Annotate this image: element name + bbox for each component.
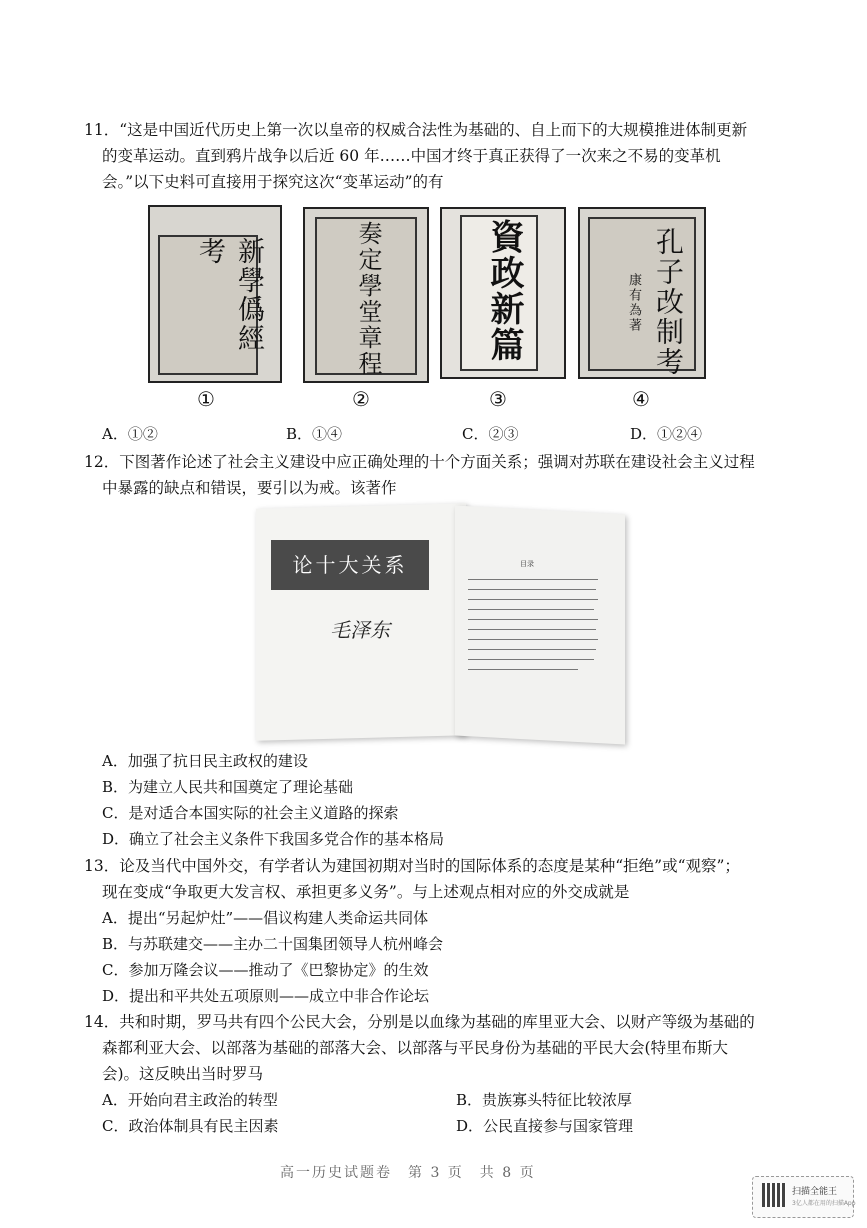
contents-line — [468, 619, 598, 620]
q12-option-b: B．为建立人民共和国奠定了理论基础 — [102, 778, 354, 796]
book-cover-2-title: 奏定學堂章程 — [354, 221, 382, 377]
q11-line-3: 会。”以下史料可直接用于探究这次“变革运动”的有 — [102, 173, 444, 191]
contents-line — [468, 659, 594, 660]
book-cover-1-title: 新學僞經考 — [194, 237, 264, 353]
scanner-badge-title: 扫描全能王 — [792, 1187, 838, 1197]
contents-line — [468, 609, 594, 610]
contents-line — [468, 599, 598, 600]
q11-option-a: A．①② — [102, 425, 158, 443]
q14-option-c: C．政治体制具有民主因素 — [102, 1117, 279, 1135]
book-cover-3-title: 資政新篇 — [484, 219, 524, 363]
qr-code-icon — [762, 1183, 786, 1207]
image-label-3: ③ — [489, 387, 507, 411]
q13-line-1: 13．论及当代中国外交，有学者认为建国初期对当时的国际体系的态度是某种“拒绝”或“观察”； — [84, 857, 740, 875]
q14-option-d: D．公民直接参与国家管理 — [456, 1117, 634, 1135]
book-cover-3 — [440, 207, 566, 379]
page-footer: 高一历史试题卷 第 3 页 共 8 页 — [280, 1165, 536, 1181]
book-cover-4-title: 孔子改制考 — [652, 227, 685, 377]
q11-option-d: D．①②④ — [630, 425, 703, 443]
scanner-badge-subtitle: 3亿人都在用的扫描App — [792, 1200, 856, 1207]
book-contents-page — [455, 506, 625, 745]
q13-option-c: C．参加万隆会议——推动了《巴黎协定》的生效 — [102, 961, 429, 979]
q12-option-d: D．确立了社会主义条件下我国多党合作的基本格局 — [102, 830, 445, 848]
q12-option-a: A．加强了抗日民主政权的建设 — [102, 752, 308, 770]
q12-line-1: 12．下图著作论述了社会主义建设中应正确处理的十个方面关系；强调对苏联在建设社会主义过程 — [84, 453, 755, 471]
book-cover-1 — [148, 205, 282, 383]
image-label-2: ② — [352, 387, 370, 411]
q13-option-a: A．提出“另起炉灶”——倡议构建人类命运共同体 — [102, 909, 429, 927]
contents-line — [468, 579, 598, 580]
book-cover-2 — [303, 207, 429, 383]
book-author-signature: 毛泽东 — [330, 618, 390, 642]
contents-line — [468, 629, 596, 630]
q13-option-d: D．提出和平共处五项原则——成立中非合作论坛 — [102, 987, 430, 1005]
q13-line-2: 现在变成“争取更大发言权、承担更多义务”。与上述观点相对应的外交成就是 — [102, 883, 630, 901]
contents-line — [468, 649, 596, 650]
image-label-4: ④ — [632, 387, 650, 411]
book-cover-4 — [578, 207, 706, 379]
q14-line-1: 14．共和时期，罗马共有四个公民大会，分别是以血缘为基础的库里亚大会、以财产等级为基础的 — [84, 1013, 755, 1031]
q14-line-3: 会)。这反映出当时罗马 — [102, 1065, 264, 1083]
q14-option-b: B．贵族寡头特征比较浓厚 — [456, 1091, 633, 1109]
contents-line — [468, 639, 598, 640]
q14-option-a: A．开始向君主政治的转型 — [102, 1091, 278, 1109]
q12-line-2: 中暴露的缺点和错误，要引以为戒。该著作 — [102, 479, 397, 497]
contents-title: 目录 — [520, 560, 534, 568]
q11-option-b: B．①④ — [286, 425, 343, 443]
q13-option-b: B．与苏联建交——主办二十国集团领导人杭州峰会 — [102, 935, 444, 953]
q12-option-c: C．是对适合本国实际的社会主义道路的探索 — [102, 804, 399, 822]
book-cover-4-author: 康有為著 — [626, 273, 641, 333]
q11-line-1: 11．“这是中国近代历史上第一次以皇帝的权威合法性为基础的、自上而下的大规模推进体制更新 — [84, 121, 748, 139]
q14-line-2: 森都利亚大会、以部落为基础的部落大会、以部落与平民身份为基础的平民大会(特里布斯大 — [102, 1039, 729, 1057]
contents-line — [468, 589, 596, 590]
image-label-1: ① — [197, 387, 215, 411]
q11-option-c: C．②③ — [462, 425, 519, 443]
q11-line-2: 的变革运动。直到鸦片战争以后近 60 年……中国才终于真正获得了一次来之不易的变革机 — [102, 147, 721, 165]
book-title: 论十大关系 — [271, 540, 429, 590]
contents-line — [468, 669, 578, 670]
